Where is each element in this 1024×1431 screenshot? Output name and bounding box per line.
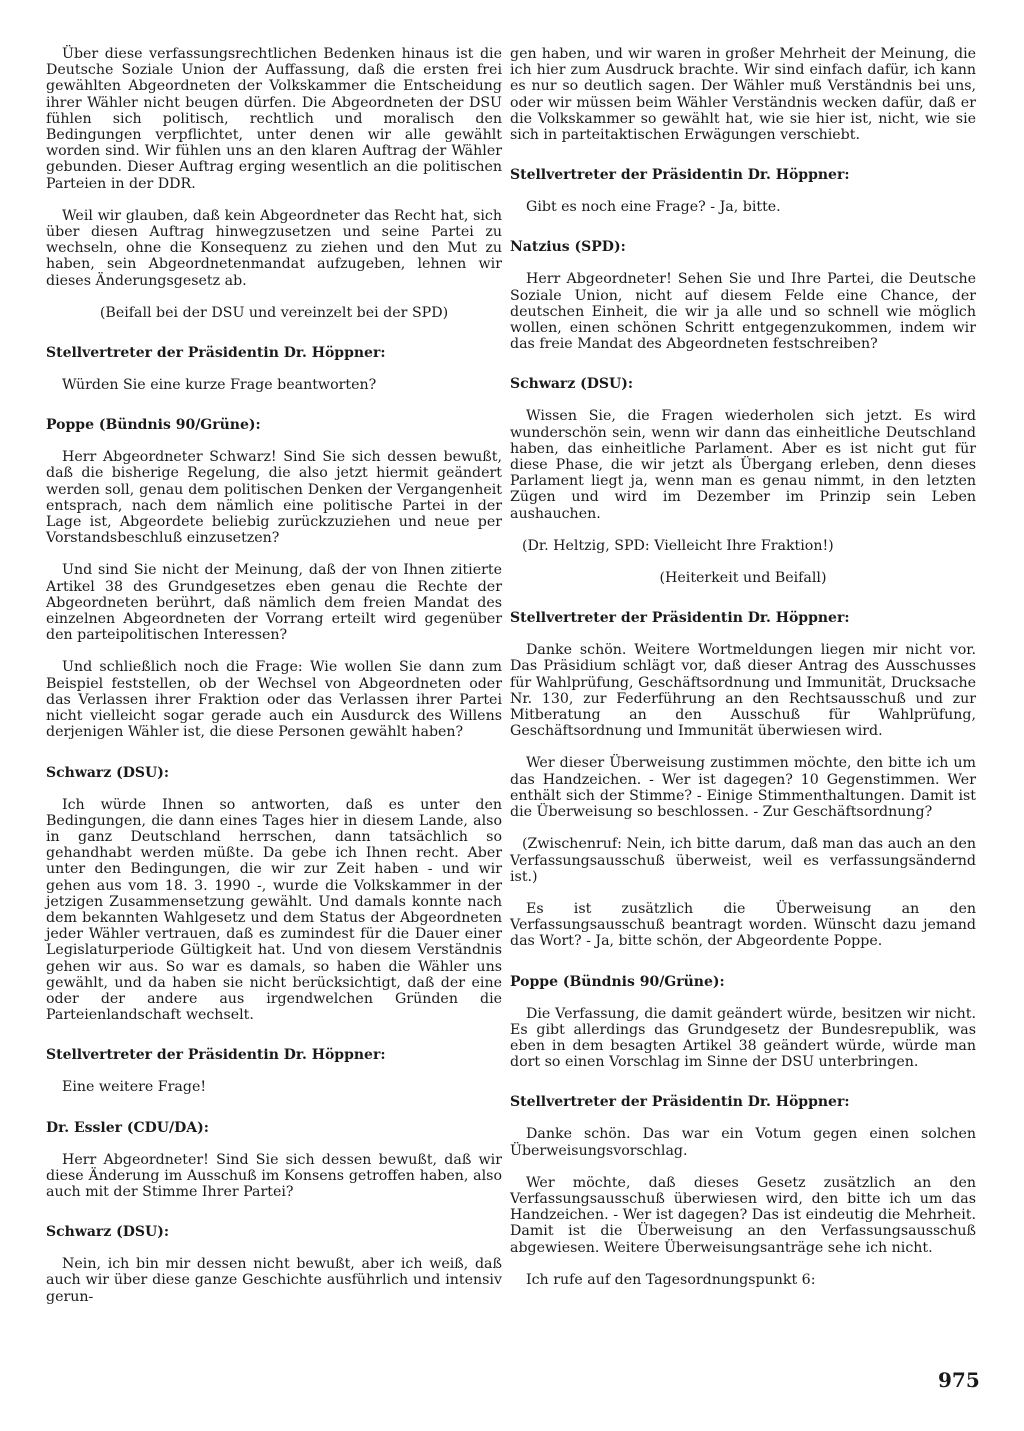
paragraph: Ich rufe auf den Tagesordnungspunkt 6: — [526, 1271, 816, 1288]
speaker-heading: Natzius (SPD): — [510, 239, 626, 256]
speaker-heading: Stellvertreter der Präsidentin Dr. Höppner: — [510, 1094, 850, 1111]
speaker-heading: Poppe (Bündnis 90/Grüne): — [510, 973, 725, 990]
paragraph: Weil wir glauben, daß kein Abgeordneter das Recht hat, sich über diesen Auftrag hinwegzusetzen und seine Partei zu wechseln, ohne die Konsequenz zu ziehen und den Mut zu haben, sein Abgeordnetenmandat aufzugeben, lehnen wir dieses Änderungsgesetz ab. — [46, 207, 502, 289]
paragraph: Wer möchte, daß dieses Gesetz zusätzlich an den Verfassungsausschuß überwiesen wird, den bitte ich um das Handzeichen. - Wer ist dagegen? Das ist eindeutig die Mehrheit. Damit ist die Überweisung an den Verfassungsausschuß abgewiesen. Weitere Überweisungsanträge sehe ich nicht. — [510, 1174, 976, 1256]
paragraph: Danke schön. Das war ein Votum gegen einen solchen Überweisungsvorschlag. — [510, 1126, 976, 1159]
paragraph: Eine weitere Frage! — [62, 1079, 207, 1096]
paragraph: Die Verfassung, die damit geändert würde, besitzen wir nicht. Es gibt allerdings das Grundgesetz der Bundesrepublik, was eben in dem besagten Artikel 38 geändert würde, würde man dort so einen Vorschlag im Sinne der DSU unterbringen. — [510, 1005, 976, 1071]
speaker-heading: Poppe (Bündnis 90/Grüne): — [46, 417, 261, 434]
paragraph: Und sind Sie nicht der Meinung, daß der von Ihnen zitierte Artikel 38 des Grundgesetzes eben genau die Rechte der Abgeordneten berührt, daß nämlich dem freien Mandat des einzelnen Abgeordneten der Vorrang erteilt wird gegenüber den parteipolitischen Interessen? — [46, 562, 502, 644]
paragraph: Gibt es noch eine Frage? - Ja, bitte. — [526, 199, 781, 216]
paragraph: Wer dieser Überweisung zustimmen möchte, den bitte ich um das Handzeichen. - Wer ist dagegen? 10 Gegenstimmen. Wer enthält sich der Stimme? - Einige Stimmenthaltungen. Damit ist die Überweisung so beschlossen. - Zur Geschäftsordnung? — [510, 755, 976, 821]
paragraph: Wissen Sie, die Fragen wiederholen sich jetzt. Es wird wunderschön sein, wenn wir dann das einheitliche Deutschland haben, das einheitliche Parlament. Aber es ist nicht gut für diese Phase, die wir jetzt als Übergang erleben, denn dieses Parlament liegt ja, wenn man es genau nimmt, in den letzten Zügen und wird im Dezember im Prinzip sein Leben aushauchen. — [510, 408, 976, 522]
speaker-heading: Stellvertreter der Präsidentin Dr. Höppner: — [510, 610, 850, 627]
paragraph: Würden Sie eine kurze Frage beantworten? — [62, 377, 377, 394]
applause-note: (Heiterkeit und Beifall) — [659, 570, 827, 587]
speaker-heading: Stellvertreter der Präsidentin Dr. Höppner: — [510, 167, 850, 184]
paragraph: Nein, ich bin mir dessen nicht bewußt, aber ich weiß, daß auch wir über diese ganze Geschichte ausführlich und intensiv gerun- — [46, 1256, 502, 1305]
paragraph: Und schließlich noch die Frage: Wie wollen Sie dann zum Beispiel feststellen, ob der Wechsel von Abgeordneten oder das Verlassen ihrer Fraktion oder das Verlassen ihrer Partei nicht vielleicht sogar gerade auch ein Ausdurck des Willens derjenigen Wähler ist, die diese Personen gewählt haben? — [46, 659, 502, 741]
paragraph: Danke schön. Weitere Wortmeldungen liegen mir nicht vor. Das Präsidium schlägt vor, daß dieser Antrag des Ausschusses für Wahlprüfung, Geschäftsordnung und Immunität, Drucksache Nr. 130, zur Federführung an den Rechtsausschuß und zur Mitberatung an den Ausschuß für Wahlprüfung, Geschäftsordnung und Immunität überwiesen wird. — [510, 642, 976, 740]
interjection: (Dr. Heltzig, SPD: Vielleicht Ihre Fraktion!) — [522, 537, 834, 554]
speaker-heading: Stellvertreter der Präsidentin Dr. Höppner: — [46, 1047, 386, 1064]
paragraph: Über diese verfassungsrechtlichen Bedenken hinaus ist die Deutsche Soziale Union der Auffassung, daß die ersten frei gewählten Abgeordneten der Volkskammer die Entscheidung ihrer Wähler nicht beugen dürfen. Die Abgeordneten der DSU fühlen sich politisch, rechtlich und moralisch den Bedingungen verpflichtet, unter denen wir alle gewählt worden sind. Wir fühlen uns an den klaren Auftrag der Wähler gebunden. Dieser Auftrag erging wesentlich an die politischen Parteien in der DDR. — [46, 46, 502, 192]
interjection: (Zwischenruf: Nein, ich bitte darum, daß man das auch an den Verfassungsausschuß überweist, weil es verfassungsändernd ist.) — [510, 836, 976, 885]
speaker-heading: Dr. Essler (CDU/DA): — [46, 1119, 209, 1136]
paragraph: gen haben, und wir waren in großer Mehrheit der Meinung, die ich hier zum Ausdruck brachte. Wir sind einfach dafür, ich kann es nur so deutlich sagen. Der Wähler muß Verständnis bei uns, oder wir müssen beim Wähler Verständnis wecken dafür, daß er die Volkskammer so gewählt hat, wie sie hier ist, nicht, wie sie sich in parteitaktischen Erwägungen verschiebt. — [510, 46, 976, 144]
speaker-heading: Schwarz (DSU): — [510, 376, 634, 393]
paragraph: Herr Abgeordneter! Sehen Sie und Ihre Partei, die Deutsche Soziale Union, nicht auf diesem Felde eine Chance, der deutschen Einheit, die wir ja alle und so schnell wie möglich wollen, einen schönen Schritt entgegenzukommen, indem wir das freie Mandat des Abgeordneten festschreiben? — [510, 271, 976, 353]
paragraph: Herr Abgeordneter! Sind Sie sich dessen bewußt, daß wir diese Änderung im Ausschuß im Konsens getroffen haben, also auch mit der Stimme Ihrer Partei? — [46, 1151, 502, 1200]
left-column — [46, 46, 502, 1321]
speaker-heading: Schwarz (DSU): — [46, 764, 170, 781]
paragraph: Ich würde Ihnen so antworten, daß es unter den Bedingungen, die dann eines Tages hier in diesem Lande, also in ganz Deutschland herrschen, dann tatsächlich so gehandhabt werden müßte. Da gebe ich Ihnen recht. Aber unter den Bedingungen, die wir zur Zeit haben - und wir gehen aus vom 18. 3. 1990 -, wurde die Volkskammer in der jetzigen Zusammensetzung gewählt. Und damals konnte nach dem bekannten Wahlgesetz und dem Status der Abgeordneten jeder Wähler vertrauen, daß es zumindest für die Dauer einer Legislaturperiode Gültigkeit hat. Und von diesem Verständnis gehen wir aus. So war es damals, so haben die Wähler uns gewählt, und da haben sie nicht berücksichtigt, daß der eine oder der andere aus irgendwelchen Gründen die Parteienlandschaft wechselt. — [46, 796, 502, 1024]
paragraph: Es ist zusätzlich die Überweisung an den Verfassungsausschuß beantragt worden. Wünscht dazu jemand das Wort? - Ja, bitte schön, der Abgeordente Poppe. — [510, 900, 976, 950]
applause-note: (Beifall bei der DSU und vereinzelt bei der SPD) — [99, 304, 449, 321]
speaker-heading: Stellvertreter der Präsidentin Dr. Höppner: — [46, 345, 386, 362]
right-column — [510, 46, 976, 1304]
page-number: 975 — [938, 1368, 980, 1392]
speaker-heading: Schwarz (DSU): — [46, 1224, 170, 1241]
paragraph: Herr Abgeordneter Schwarz! Sind Sie sich dessen bewußt, daß die bisherige Regelung, die also jetzt hiermit geändert werden soll, genau dem politischen Denken der Vergangenheit entsprach, nach dem nämlich eine politische Partei in der Lage ist, Abgeordete beliebig zurückzuziehen und neue per Vorstandsbeschluß einzusetzen? — [46, 449, 502, 547]
